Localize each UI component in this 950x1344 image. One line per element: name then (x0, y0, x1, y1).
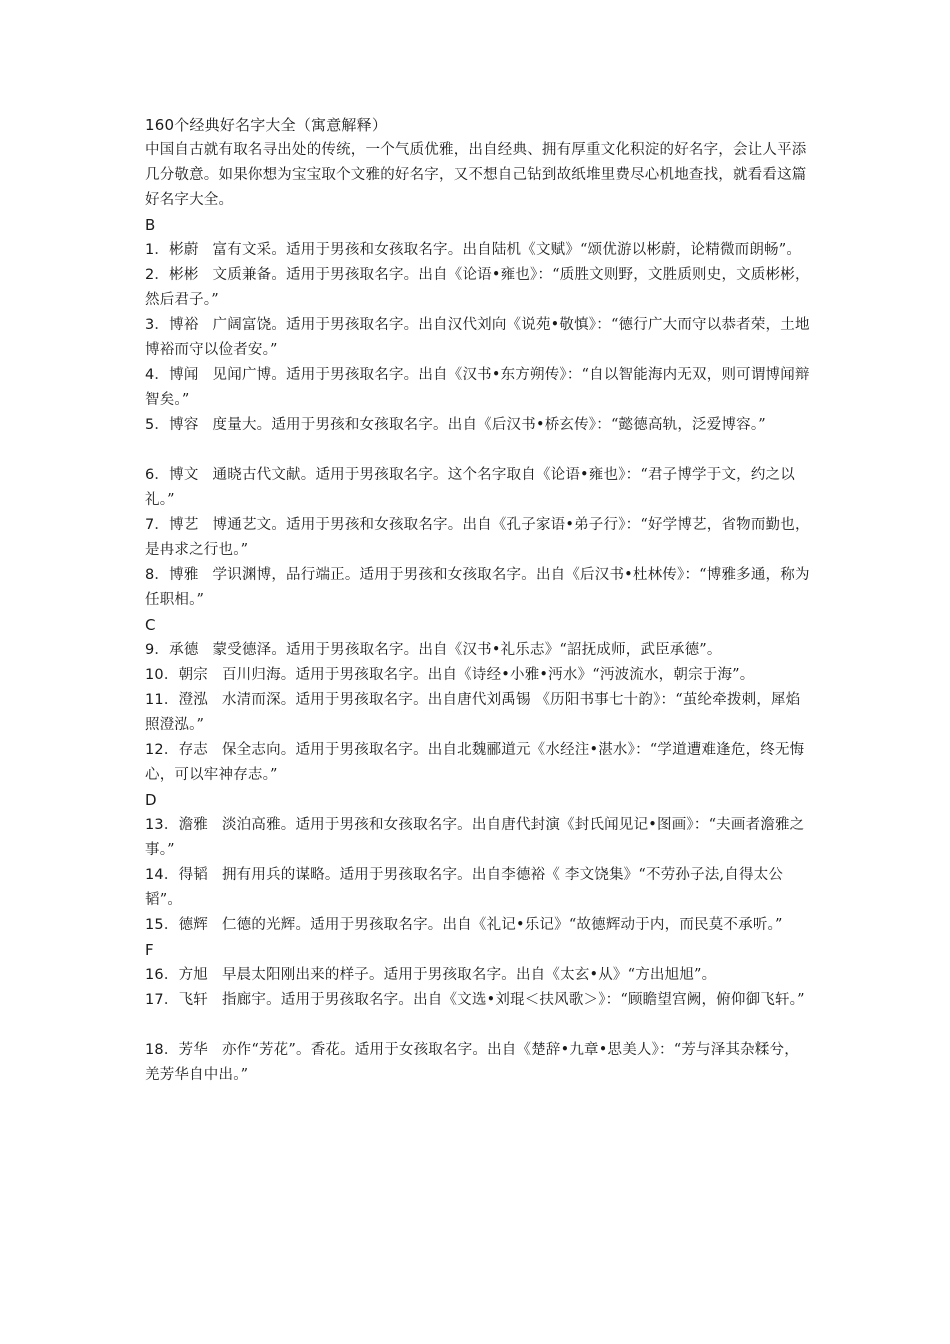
entry-description: 度量大。适用于男孩和女孩取名字。出自《后汉书•桥玄传》：“懿德高轨，泛爱博容。” (212, 417, 766, 433)
name-entry (145, 1038, 810, 1088)
name-entry (145, 263, 810, 313)
entry-number: 18． (145, 1042, 179, 1058)
name-entry (145, 738, 810, 788)
entry-name: 芳华 (178, 1042, 208, 1058)
entry-number: 1． (145, 242, 170, 258)
entry-description: 亦作“芳花”。香花。适用于女孩取名字。出自《楚辞•九章•思美人》：“芳与泽其杂糅兮，羌芳华自中出。” (145, 1042, 799, 1083)
entry-name: 澹雅 (178, 817, 208, 833)
entry-number: 14． (145, 867, 179, 883)
entry-number: 6． (145, 467, 170, 483)
name-entry (145, 963, 810, 988)
name-entry (145, 863, 810, 913)
entry-name: 博文 (169, 467, 199, 483)
name-entry (145, 663, 810, 688)
name-list (145, 213, 810, 1088)
entry-name: 德辉 (178, 917, 208, 933)
entry-number: 11． (145, 692, 179, 708)
name-entry (145, 913, 810, 938)
entry-name: 彬彬 (169, 267, 199, 283)
entry-name: 方旭 (178, 967, 208, 983)
entry-name: 承德 (169, 642, 199, 658)
entry-number: 8． (145, 567, 170, 583)
entry-description: 见闻广博。适用于男孩取名字。出自《汉书•东方朔传》：“自以智能海内无双，则可谓博闻辩智矣。” (145, 367, 810, 408)
entry-description: 通晓古代文献。适用于男孩取名字。这个名字取自《论语•雍也》：“君子博学于文，约之以礼。” (145, 467, 795, 508)
entry-description: 保全志向。适用于男孩取名字。出自北魏郦道元《水经注•湛水》：“学道遭难逢危，终无悔心，可以牢神存志。” (145, 742, 805, 783)
entry-description: 拥有用兵的谋略。适用于男孩取名字。出自李德裕《 李文饶集》“不劳孙子法,自得太公韬”。 (145, 867, 784, 908)
entry-description: 蒙受德泽。适用于男孩取名字。出自《汉书•礼乐志》“詔抚成师，武臣承德”。 (212, 642, 722, 658)
entry-number: 3． (145, 317, 170, 333)
entry-name: 博容 (169, 417, 199, 433)
entry-number: 7． (145, 517, 170, 533)
entry-description: 早晨太阳刚出来的样子。适用于男孩取名字。出自《太玄•从》“方出旭旭”。 (221, 967, 717, 983)
name-entry (145, 238, 810, 263)
document-title: 160个经典好名字大全（寓意解释） (145, 116, 388, 134)
name-entry (145, 563, 810, 613)
entry-description: 淡泊高雅。适用于男孩和女孩取名字。出自唐代封演《封氏闻见记•图画》：“夫画者澹雅之事。” (145, 817, 805, 858)
entry-name: 博艺 (169, 517, 199, 533)
entry-number: 2． (145, 267, 170, 283)
entry-description: 文质兼备。适用于男孩取名字。出自《论语•雍也》：“质胜文则野，文胜质则史，文质彬彬，然后君子。” (145, 267, 810, 308)
entry-name: 飞轩 (178, 992, 208, 1008)
entry-description: 学识渊博，品行端正。适用于男孩和女孩取名字。出自《后汉书•杜林传》：“博雅多通，称为任职相。” (145, 567, 810, 608)
entry-number: 15． (145, 917, 179, 933)
entry-description: 广阔富饶。适用于男孩取名字。出自汉代刘向《说苑•敬慎》：“德行广大而守以恭者荣，土地博裕而守以俭者安。” (145, 317, 810, 358)
entry-number: 9． (145, 642, 170, 658)
entry-description: 百川归海。适用于男孩取名字。出自《诗经•小雅•沔水》“沔波流水，朝宗于海”。 (221, 667, 755, 683)
paragraph-gap (145, 438, 810, 463)
entry-number: 13． (145, 817, 179, 833)
section-letter: C (145, 616, 156, 634)
entry-number: 5． (145, 417, 170, 433)
entry-name: 朝宗 (178, 667, 208, 683)
entry-number: 4． (145, 367, 170, 383)
section-letter: B (145, 216, 156, 234)
entry-description: 水清而深。适用于男孩取名字。出自唐代刘禹锡 《历阳书事七十韵》：“茧纶牵拨刺，犀焰照澄泓。” (145, 692, 801, 733)
name-entry (145, 688, 810, 738)
name-entry (145, 638, 810, 663)
entry-number: 10． (145, 667, 179, 683)
entry-number: 17． (145, 992, 179, 1008)
entry-name: 存志 (178, 742, 208, 758)
entry-description: 指廊宇。适用于男孩取名字。出自《文选•刘琨＜扶风歌＞》：“顾瞻望宫阙，俯仰御飞轩。” (221, 992, 805, 1008)
entry-name: 彬蔚 (169, 242, 199, 258)
entry-name: 博雅 (169, 567, 199, 583)
entry-description: 富有文采。适用于男孩和女孩取名字。出自陆机《文赋》“颂优游以彬蔚，论精微而朗畅”。 (212, 242, 802, 258)
entry-name: 博闻 (169, 367, 199, 383)
paragraph-gap (145, 1013, 810, 1038)
entry-name: 澄泓 (178, 692, 208, 708)
entry-name: 博裕 (169, 317, 199, 333)
section-letter: D (145, 791, 157, 809)
name-entry (145, 313, 810, 363)
name-entry (145, 813, 810, 863)
section-letter: F (145, 941, 154, 959)
name-entry (145, 413, 810, 438)
entry-number: 12． (145, 742, 179, 758)
entry-description: 博通艺文。适用于男孩和女孩取名字。出自《孔子家语•弟子行》：“好学博艺，省物而勤也，是冉求之行也。” (145, 517, 810, 558)
entry-number: 16． (145, 967, 179, 983)
name-entry (145, 513, 810, 563)
intro-paragraph: 中国自古就有取名寻出处的传统，一个气质优雅，出自经典、拥有厚重文化积淀的好名字，会让人平添几分敬意。如果你想为宝宝取个文雅的好名字，又不想自己钻到故纸堆里费尽心机地查找，就看看这篇好名字大全。 (145, 142, 807, 208)
entry-name: 得韬 (178, 867, 208, 883)
document-page (145, 113, 810, 1088)
name-entry (145, 988, 810, 1013)
name-entry (145, 363, 810, 413)
entry-description: 仁德的光辉。适用于男孩取名字。出自《礼记•乐记》“故德辉动于内，而民莫不承听。” (221, 917, 783, 933)
name-entry (145, 463, 810, 513)
